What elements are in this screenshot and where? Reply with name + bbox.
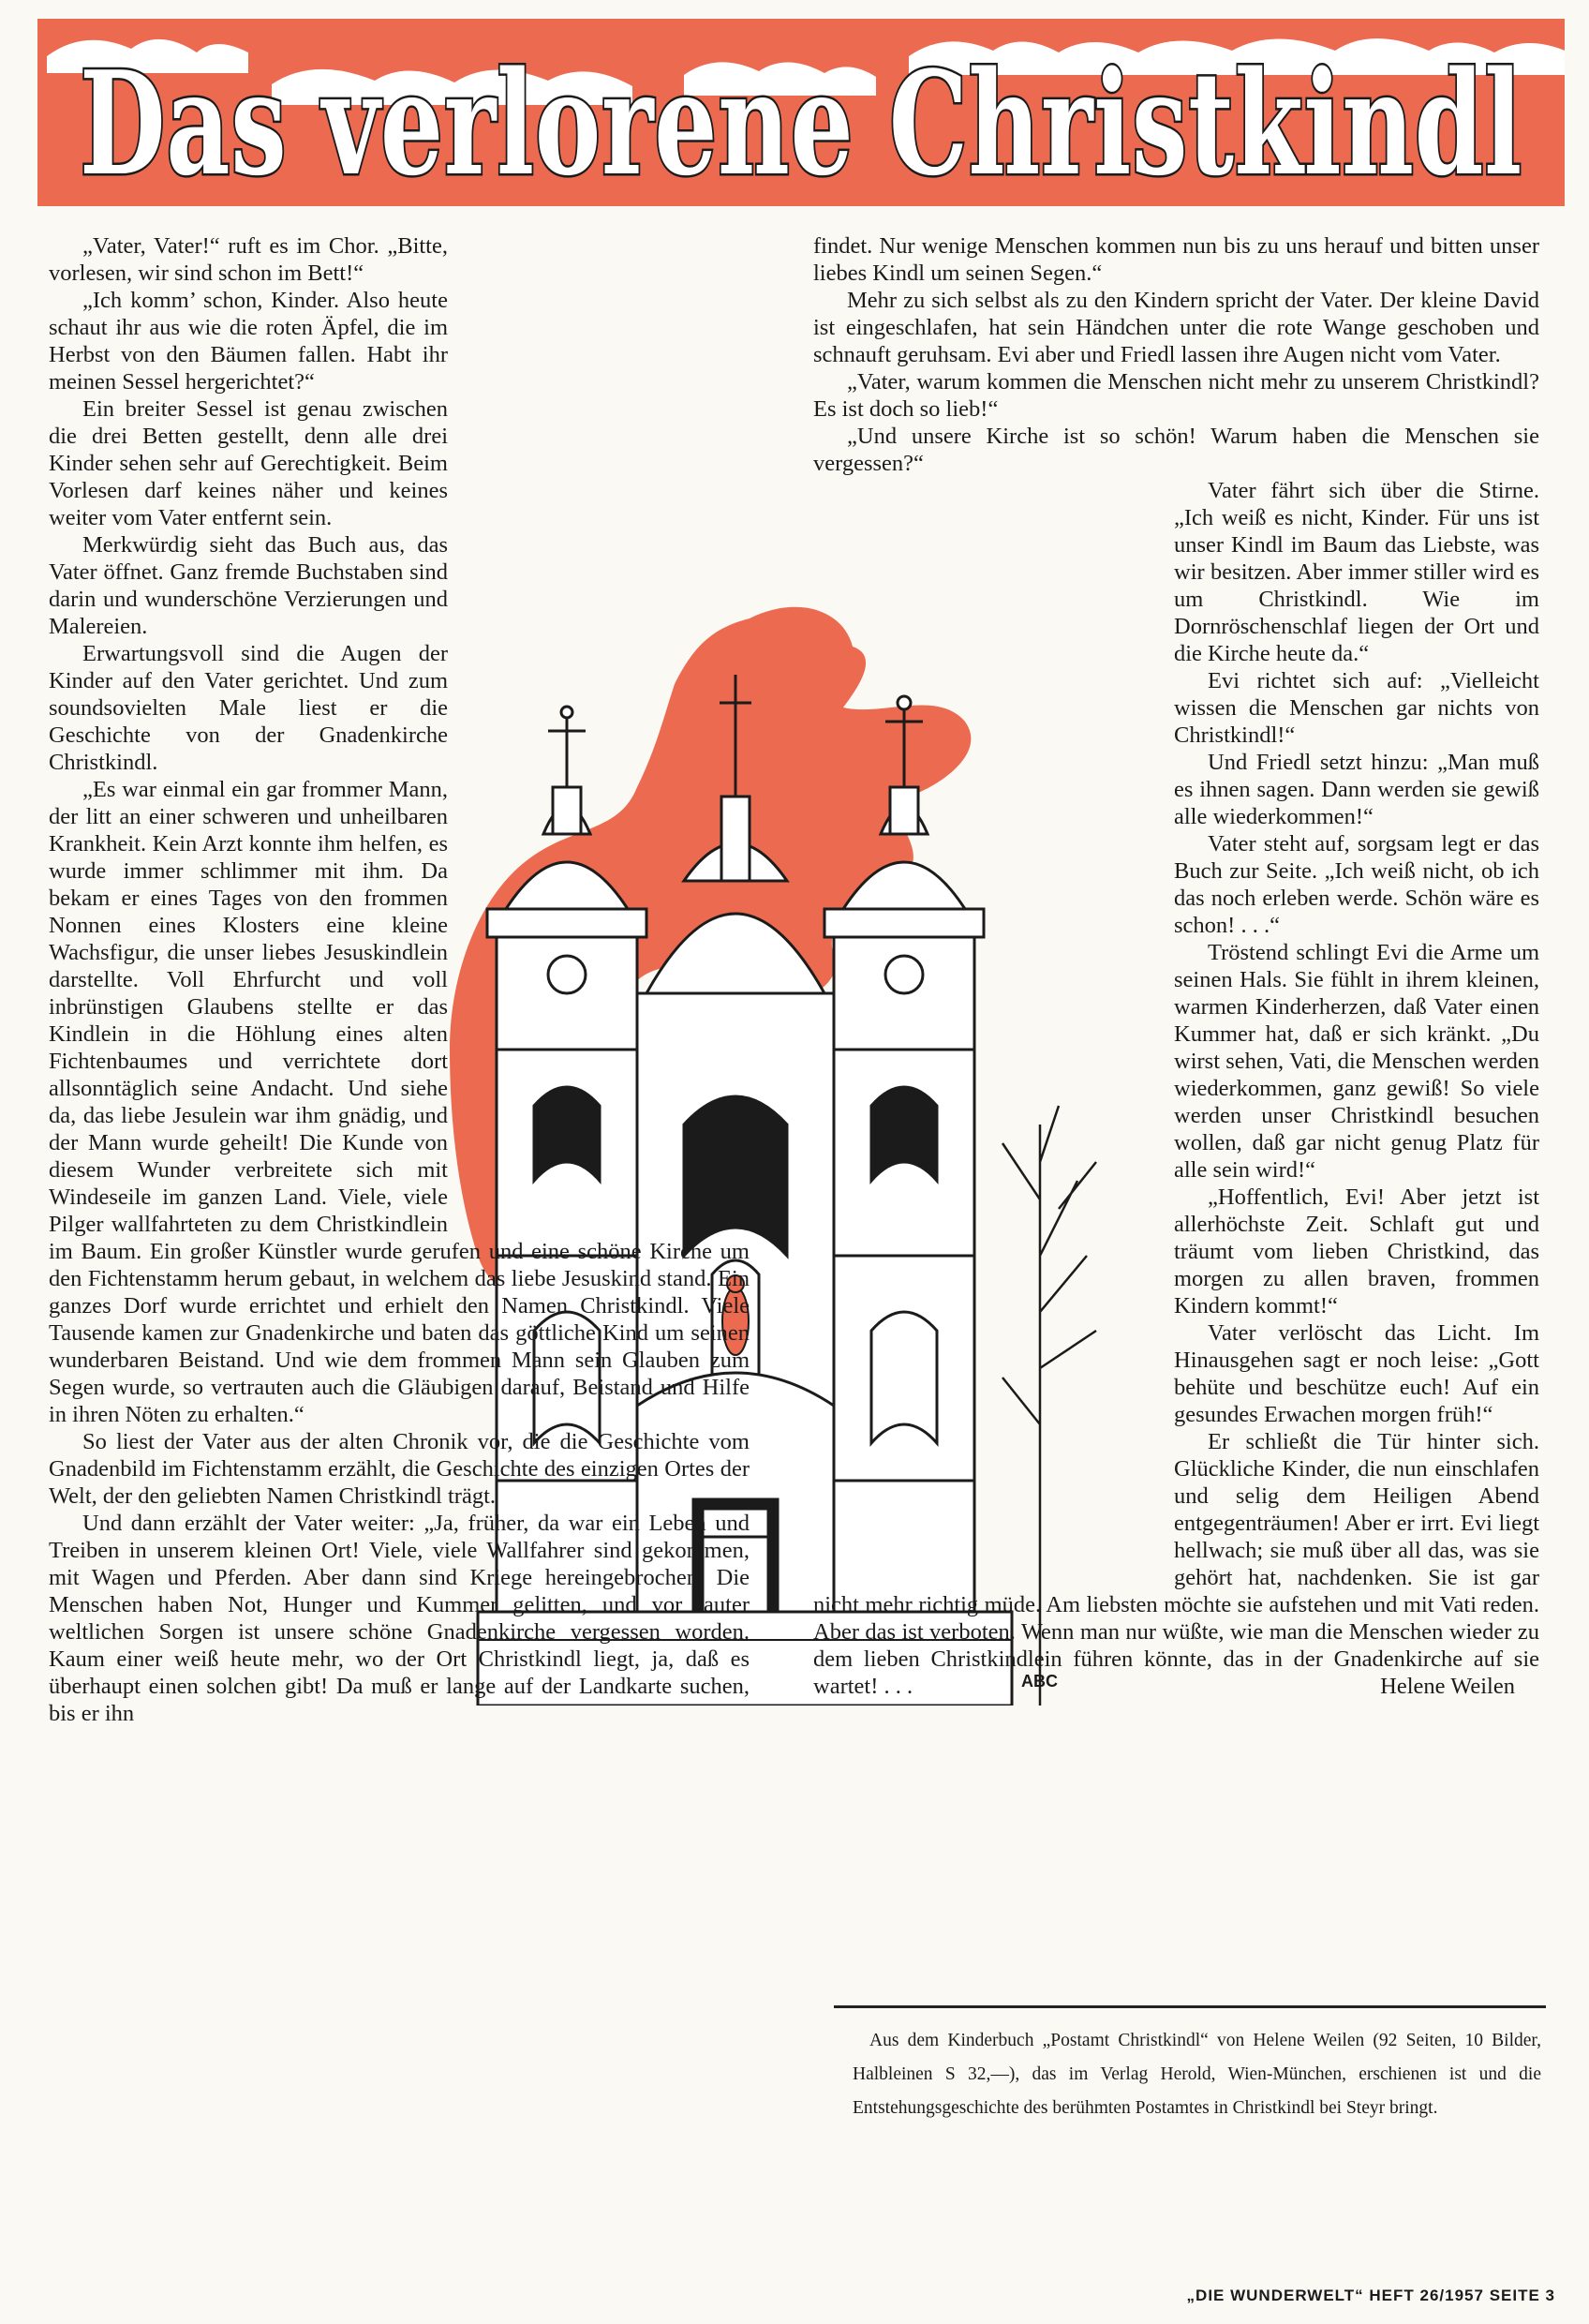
paragraph: Erwartungsvoll sind die Augen der Kinder auf den Vater gerichtet. Und zum soundsovielten Male liest er die Geschichte von der Gnadenkirche Christkindl. bbox=[49, 641, 448, 775]
footnote bbox=[853, 2024, 1541, 2125]
paragraph: „Vater, Vater!“ ruft es im Chor. „Bitte, vorlesen, wir sind schon im Bett!“ bbox=[49, 233, 448, 286]
paragraph: Evi richtet sich auf: „Vielleicht wissen die Menschen gar nichts von Christkindl!“ bbox=[1174, 668, 1539, 748]
paragraph: Er schließt die Tür hinter sich. Glückliche Kinder, die nun einschlafen und selig dem Heiligen Abend entgegenträumen! Aber er irrt. Evi liegt hellwach; sie muß über all das, was sie gehört hat, nachdenken. Sie ist gar nicht mehr richtig müde. Am liebsten möchte sie aufstehen und mit Vati reden. Aber das ist verboten. Wenn man nur wüßte, wie man die Menschen wieder zu dem lieben Christkindlein führen könnte, das in der Gnadenkirche auf sie wartet! . . . bbox=[813, 1429, 1539, 1699]
page-footer: „DIE WUNDERWELT“ HEFT 26/1957 SEITE 3 bbox=[1186, 2287, 1555, 2304]
paragraph: Merkwürdig sieht das Buch aus, das Vater öffnet. Ganz fremde Buchstaben sind darin und wunderschöne Verzierungen und Malereien. bbox=[49, 532, 448, 639]
paragraph: Vater steht auf, sorgsam legt er das Buch zur Seite. „Ich weiß nicht, ob ich das noch erleben werde. Schön wäre es schon! . . .“ bbox=[1174, 831, 1539, 938]
paragraph: „Es war einmal ein gar frommer Mann, der litt an einer schweren und unheilbaren Krankheit. Kein Arzt konnte ihm helfen, es wurde immer schlimmer mit ihm. Da bekam er eines Tages von den frommen Nonnen eines Klosters eine kleine Wachsfigur, die unser liebes Jesuskindlein darstellte. Voll Ehrfurcht und voll inbrünstigen Glaubens stellte er das Kindlein in die Höhlung eines alten Fichtenbaumes und verrichtete dort allsonntäglich seine Andacht. Und siehe da, das liebe Jesulein war ihm gnädig, und der Mann wurde geheilt! Die Kunde von diesem Wunder verbreitete sich mit Windeseile im ganzen Land. Viele, viele Pilger wallfahrteten zu dem Christkindlein im Baum. Ein großer Künstler wurde gerufen und eine schöne Kirche um den Fichtenstamm herum gebaut, in welchem das liebe Jesuskind stand. Ein ganzes Dorf wurde errichtet und erhielt den Namen Christkindl. Viele Tausende kamen zur Gnadenkirche und baten das göttliche Kind um seinen wunderbaren Beistand. Und wie dem frommen Mann sein Glauben zum Segen wurde, so vertrauten auch die Gläubigen darauf, Beistand und Hilfe in ihren Nöten zu erhalten.“ bbox=[49, 777, 750, 1427]
paragraph: Vater fährt sich über die Stirne. „Ich weiß es nicht, Kinder. Für uns ist unser Kindl im Baum das Liebste, was wir besitzen. Aber immer stiller wird es um Christkindl. Wie im Dornröschenschlaf liegen der Ort und die Kirche heute da.“ bbox=[1174, 478, 1539, 666]
paragraph: Ein breiter Sessel ist genau zwischen die drei Betten gestellt, denn alle drei Kinder sehen sehr auf Gerechtigkeit. Beim Vorlesen darf keines näher und keines weiter vom Vater entfernt sein. bbox=[49, 396, 448, 530]
paragraph: Tröstend schlingt Evi die Arme um seinen Hals. Sie fühlt in ihrem kleinen, warmen Kinderherzen, daß Vater einen Kummer hat, daß er sich kränkt. „Du wirst sehen, Vati, die Menschen werden wiederkommen, ganz gewiß! So viele werden unser Christkindl besuchen wollen, daß gar nicht genug Platz für alle sein wird!“ bbox=[1174, 940, 1539, 1183]
paragraph: „Und unsere Kirche ist so schön! Warum haben die Menschen sie vergessen?“ bbox=[813, 424, 1539, 476]
paragraph: Und dann erzählt der Vater weiter: „Ja, früher, da war ein Leben und Treiben in unserem kleinen Ort! Viele, viele Wallfahrer sind gekommen, mit Wagen und Pferden. Aber dann sind Kriege hereingebrochen. Die Menschen haben Not, Hunger und Kummer gelitten, und vor lauter weltlichen Sorgen ist unsere schöne Gnadenkirche vergessen worden. Kaum einer weiß heute mehr, wo der Ort Christkindl liegt, ja, daß es überhaupt einen solchen gibt! Da muß er lange auf der Landkarte suchen, bis er ihn bbox=[49, 1511, 750, 1726]
paragraph: Mehr zu sich selbst als zu den Kindern spricht der Vater. Der kleine David ist eingeschlafen, hat sein Händchen unter die rote Wange geschoben und schnauft geruhsam. Evi aber und Friedl lassen ihre Augen nicht vom Vater. bbox=[813, 288, 1539, 367]
page-title: Das verlorene Christkindl bbox=[80, 39, 1522, 206]
paragraph: „Hoffentlich, Evi! Aber jetzt ist allerhöchste Zeit. Schlaft gut und träumt vom lieben Christkind, das morgen zu allen braven, frommen Kindern kommt!“ bbox=[1174, 1184, 1539, 1318]
illustration-space-left bbox=[448, 236, 750, 1229]
footnote-divider bbox=[834, 2005, 1546, 2008]
article-left-column bbox=[49, 232, 750, 1727]
paragraph: findet. Nur wenige Menschen kommen nun bis zu uns herauf und bitten unser liebes Kindl um seinen Segen.“ bbox=[813, 233, 1539, 286]
article-right-column bbox=[813, 232, 1539, 1700]
author-name: Helene Weilen bbox=[1380, 1674, 1515, 1699]
paragraph: „Ich komm’ schon, Kinder. Also heute schaut ihr aus wie die roten Äpfel, die im Herbst von den Bäumen fallen. Habt ihr meinen Sessel hergerichtet?“ bbox=[49, 288, 448, 395]
footnote-text: Aus dem Kinderbuch „Postamt Christkindl“ von Helene Weilen (92 Seiten, 10 Bilder, Halbleinen S 32,—), das im Verlag Herold, Wien-München, erschienen ist und die Entstehungsgeschichte des berühmten Postamtes in Christkindl bei Steyr bringt. bbox=[853, 2031, 1541, 2118]
paragraph: So liest der Vater aus der alten Chronik vor, die die Geschichte vom Gnadenbild im Fichtenstamm erzählt, die Geschichte des einzigen Ortes der Welt, der den geliebten Namen Christkindl trägt. bbox=[49, 1429, 750, 1509]
artist-signature: ABC bbox=[1021, 1672, 1058, 1691]
paragraph: „Vater, warum kommen die Menschen nicht mehr zu unserem Christkindl? Es ist doch so lieb!“ bbox=[813, 369, 1539, 422]
paragraph: Und Friedl setzt hinzu: „Man muß es ihnen sagen. Dann werden sie gewiß alle wiederkommen!“ bbox=[1174, 750, 1539, 829]
title-banner bbox=[37, 19, 1565, 206]
title-graphic bbox=[37, 19, 1565, 206]
paragraph: Vater verlöscht das Licht. Im Hinausgehen sagt er noch leise: „Gott behüte und beschütze euch! Auf ein gesundes Erwachen morgen früh!“ bbox=[1174, 1320, 1539, 1427]
illustration-space-right bbox=[813, 479, 1174, 1566]
